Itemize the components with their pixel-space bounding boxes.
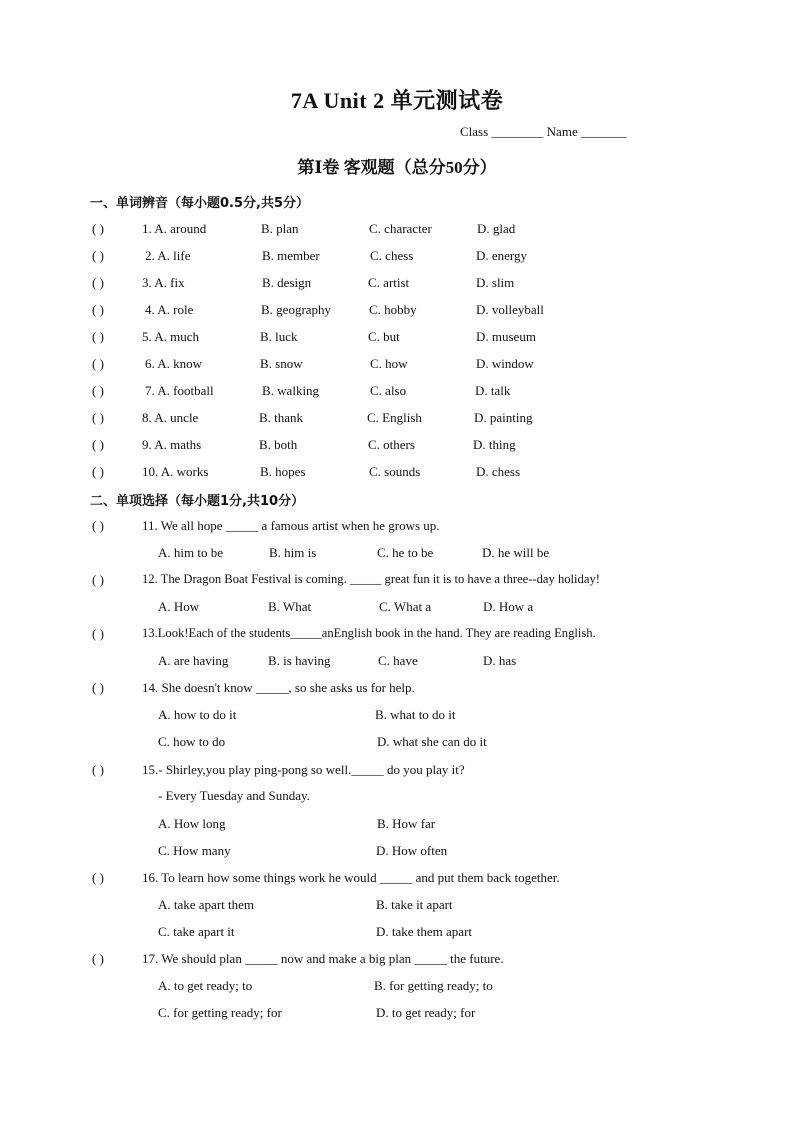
option-c: C. for getting ready; for [158, 1005, 282, 1020]
option-a: A. to get ready; to [158, 978, 253, 993]
option-c: C. how [370, 356, 408, 371]
answer-blank: ( ) [92, 302, 104, 317]
section-2-title: 二、单项选择（每小题1分,共10分） [90, 494, 305, 509]
answer-blank: ( ) [92, 626, 104, 641]
option-d: D. what she can do it [377, 734, 487, 749]
option-c: C. also [370, 383, 407, 398]
option-b: B. him is [269, 545, 317, 560]
option-c: C. character [369, 221, 432, 236]
question-text: 17. We should plan _____ now and make a big plan _____ the future. [142, 951, 504, 966]
option-a: 6. A. know [145, 356, 203, 371]
question-text: 14. She doesn't know _____, so she asks us for help. [142, 680, 415, 695]
option-b: B. geography [261, 302, 332, 317]
answer-blank: ( ) [92, 329, 104, 344]
option-a: 5. A. much [142, 329, 200, 344]
option-d: D. glad [477, 221, 516, 236]
part-title: 第Ⅰ卷 客观题（总分50分） [297, 158, 497, 177]
answer-blank: ( ) [92, 437, 104, 452]
option-d: D. How a [483, 599, 534, 614]
option-d: D. to get ready; for [376, 1005, 476, 1020]
section-1-title: 一、单词辨音（每小题0.5分,共5分） [90, 196, 310, 211]
answer-blank: ( ) [92, 410, 104, 425]
answer-blank: ( ) [92, 572, 104, 587]
option-a: A. him to be [158, 545, 223, 560]
answer-blank: ( ) [92, 951, 104, 966]
option-b: B. How far [377, 816, 436, 831]
question-text: 13.Look!Each of the students_____anEnglish book in the hand. They are reading English. [142, 626, 596, 640]
option-b: B. for getting ready; to [374, 978, 493, 993]
option-b: B. take it apart [376, 897, 453, 912]
option-a: A. are having [158, 653, 229, 668]
option-c: C. have [378, 653, 418, 668]
answer-blank: ( ) [92, 518, 104, 533]
question-text: 16. To learn how some things work he would _____ and put them back together. [142, 870, 560, 885]
option-d: D. museum [476, 329, 536, 344]
option-a: 1. A. around [142, 221, 207, 236]
option-d: D. painting [474, 410, 533, 425]
option-c: C. What a [379, 599, 432, 614]
option-b: B. is having [268, 653, 331, 668]
answer-blank: ( ) [92, 248, 104, 263]
option-a: 7. A. football [145, 383, 214, 398]
answer-blank: ( ) [92, 221, 104, 236]
option-d: D. window [476, 356, 534, 371]
option-a: 9. A. maths [142, 437, 202, 452]
option-a: A. take apart them [158, 897, 255, 912]
answer-blank: ( ) [92, 762, 104, 777]
option-c: C. hobby [369, 302, 417, 317]
option-c: C. others [368, 437, 415, 452]
option-c: C. sounds [369, 464, 421, 479]
answer-blank: ( ) [92, 870, 104, 885]
answer-blank: ( ) [92, 680, 104, 695]
page-title: 7A Unit 2 单元测试卷 [290, 88, 504, 113]
option-c: C. but [368, 329, 400, 344]
answer-blank: ( ) [92, 383, 104, 398]
option-b: B. luck [260, 329, 298, 344]
option-d: D. chess [476, 464, 521, 479]
option-c: C. he to be [377, 545, 434, 560]
answer-blank: ( ) [92, 464, 104, 479]
option-b: B. hopes [260, 464, 306, 479]
option-b: B. member [262, 248, 320, 263]
option-d: D. he will be [482, 545, 550, 560]
option-a: 10. A. works [142, 464, 209, 479]
option-b: B. what to do it [375, 707, 456, 722]
answer-blank: ( ) [92, 356, 104, 371]
option-c: C. how to do [158, 734, 226, 749]
option-a: 8. A. uncle [142, 410, 199, 425]
question-text: 11. We all hope _____ a famous artist when he grows up. [142, 518, 440, 533]
option-b: B. What [268, 599, 312, 614]
option-d: D. thing [473, 437, 516, 452]
option-d: D. energy [476, 248, 528, 263]
option-b: B. design [262, 275, 312, 290]
option-b: B. both [259, 437, 298, 452]
option-a: A. How long [158, 816, 226, 831]
option-c: C. English [367, 410, 422, 425]
option-d: D. has [483, 653, 517, 668]
option-a: A. How [158, 599, 200, 614]
option-d: D. slim [476, 275, 515, 290]
option-d: D. volleyball [476, 302, 544, 317]
option-a: 2. A. life [145, 248, 191, 263]
reply-text: - Every Tuesday and Sunday. [158, 788, 310, 803]
option-d: D. talk [475, 383, 511, 398]
option-c: C. take apart it [158, 924, 235, 939]
question-text: 12. The Dragon Boat Festival is coming. _____ great fun it is to have a three--day holiday! [142, 572, 600, 586]
option-d: D. How often [376, 843, 448, 858]
option-d: D. take them apart [376, 924, 473, 939]
option-b: B. snow [260, 356, 303, 371]
option-c: C. chess [370, 248, 414, 263]
option-b: B. walking [262, 383, 320, 398]
answer-blank: ( ) [92, 275, 104, 290]
option-a: A. how to do it [158, 707, 237, 722]
option-a: 3. A. fix [142, 275, 185, 290]
option-a: 4. A. role [145, 302, 194, 317]
option-b: B. plan [261, 221, 299, 236]
option-c: C. artist [368, 275, 410, 290]
question-text: 15.- Shirley,you play ping-pong so well._____ do you play it? [142, 762, 465, 777]
option-c: C. How many [158, 843, 231, 858]
option-b: B. thank [259, 410, 304, 425]
class-name-line: Class ________ Name _______ [460, 124, 627, 139]
